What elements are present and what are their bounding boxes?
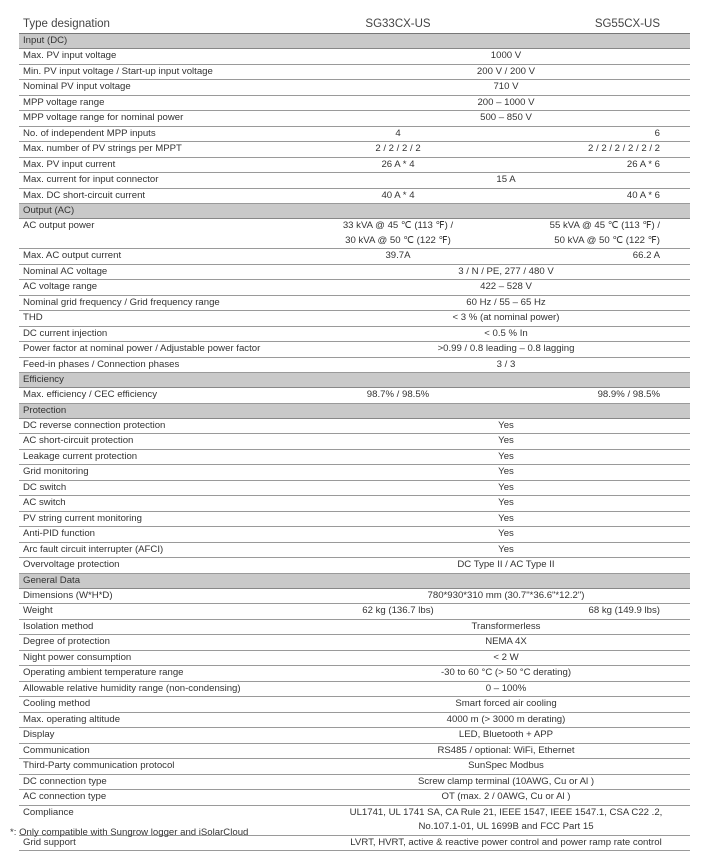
spec-value-line: 40 A * 6 bbox=[626, 189, 660, 201]
spec-value-line: Screw clamp terminal (10AWG, Cu or Al ) bbox=[417, 775, 595, 787]
spec-label: Power factor at nominal power / Adjustable power factor bbox=[19, 342, 322, 358]
spec-row bbox=[19, 388, 690, 404]
spec-row bbox=[19, 95, 690, 111]
spec-value-both-models bbox=[322, 64, 690, 80]
spec-row bbox=[19, 449, 690, 465]
spec-row bbox=[19, 527, 690, 543]
spec-label: Max. PV input voltage bbox=[19, 49, 322, 65]
spec-label: Max. DC short-circuit current bbox=[19, 188, 322, 204]
spec-row bbox=[19, 64, 690, 80]
spec-row bbox=[19, 173, 690, 189]
spec-value-line: 98.9% / 98.5% bbox=[597, 389, 660, 400]
spec-label: DC switch bbox=[19, 480, 322, 496]
spec-label: Dimensions (W*H*D) bbox=[19, 588, 322, 604]
spec-label: Anti-PID function bbox=[19, 527, 322, 543]
spec-value-line: 55 kVA @ 45 ℃ (113 ℉) / bbox=[549, 220, 660, 231]
spec-value-line: 2 / 2 / 2 / 2 bbox=[375, 143, 421, 154]
spec-value-line: 780*930*310 mm (30.7"*36.6"*12.2") bbox=[427, 589, 585, 601]
spec-value-line: 15 A bbox=[496, 174, 516, 185]
model2-header: SG55CX-US bbox=[474, 16, 690, 34]
spec-value-both-models bbox=[322, 173, 690, 189]
spec-value-both-models bbox=[322, 357, 690, 373]
spec-value-line: 39.7A bbox=[385, 250, 411, 261]
spec-row bbox=[19, 712, 690, 728]
spec-label: Max. efficiency / CEC efficiency bbox=[19, 388, 322, 404]
spec-label: Max. PV input current bbox=[19, 157, 322, 173]
spec-value-model1 bbox=[322, 157, 474, 173]
spec-value-model2 bbox=[474, 188, 690, 204]
spec-value-model2 bbox=[474, 604, 690, 620]
spec-value-line: 200 V / 200 V bbox=[476, 65, 536, 77]
spec-value-line: Yes bbox=[498, 528, 514, 539]
spec-value-line: Yes bbox=[498, 512, 514, 524]
spec-label: Compliance bbox=[19, 805, 322, 835]
spec-label: THD bbox=[19, 311, 322, 327]
spec-value-line: OT (max. 2 / 0AWG, Cu or Al ) bbox=[441, 791, 571, 802]
spec-value-model1 bbox=[322, 604, 474, 620]
spec-value-model1 bbox=[322, 388, 474, 404]
spec-label: DC current injection bbox=[19, 326, 322, 342]
spec-value-both-models bbox=[322, 95, 690, 111]
spec-value-line: Smart forced air cooling bbox=[455, 698, 557, 709]
spec-value-line: UL1741, UL 1741 SA, CA Rule 21, IEEE 1547, IEEE 1547.1, CSA C22 .2, bbox=[349, 806, 663, 818]
spec-label: Display bbox=[19, 728, 322, 744]
spec-value-line: Yes bbox=[498, 497, 514, 508]
spec-value-both-models bbox=[322, 805, 690, 835]
spec-row bbox=[19, 666, 690, 682]
spec-value-line: 2 / 2 / 2 / 2 / 2 / 2 bbox=[588, 143, 660, 154]
spec-value-line: Yes bbox=[498, 450, 514, 462]
spec-value-line: -30 to 60 °C (> 50 °C derating) bbox=[440, 667, 572, 678]
spec-value-model1 bbox=[322, 126, 474, 142]
spec-label: Weight bbox=[19, 604, 322, 620]
spec-label: Nominal grid frequency / Grid frequency range bbox=[19, 295, 322, 311]
spec-label: Isolation method bbox=[19, 619, 322, 635]
spec-label: DC connection type bbox=[19, 774, 322, 790]
spec-label: PV string current monitoring bbox=[19, 511, 322, 527]
spec-value-line: 4 bbox=[395, 127, 401, 139]
spec-label: Max. operating altitude bbox=[19, 712, 322, 728]
spec-label: No. of independent MPP inputs bbox=[19, 126, 322, 142]
spec-value-both-models bbox=[322, 759, 690, 775]
spec-value-both-models bbox=[322, 835, 690, 851]
spec-value-model2 bbox=[474, 219, 690, 249]
spec-row bbox=[19, 743, 690, 759]
spec-row bbox=[19, 326, 690, 342]
spec-value-line: 6 bbox=[654, 127, 660, 139]
spec-row bbox=[19, 418, 690, 434]
spec-value-both-models bbox=[322, 511, 690, 527]
spec-value-line: 3 / 3 bbox=[496, 358, 516, 370]
spec-value-line: 62 kg (136.7 lbs) bbox=[362, 605, 434, 616]
spec-value-both-models bbox=[322, 619, 690, 635]
spec-label: MPP voltage range for nominal power bbox=[19, 111, 322, 127]
spec-value-line: Yes bbox=[498, 435, 514, 446]
section-header-row bbox=[19, 34, 690, 49]
spec-label: Third-Party communication protocol bbox=[19, 759, 322, 775]
spec-label: Nominal AC voltage bbox=[19, 264, 322, 280]
spec-value-both-models bbox=[322, 418, 690, 434]
spec-row bbox=[19, 126, 690, 142]
spec-row bbox=[19, 342, 690, 358]
spec-row bbox=[19, 219, 690, 249]
section-title: Input (DC) bbox=[19, 34, 690, 49]
spec-row bbox=[19, 311, 690, 327]
spec-row bbox=[19, 681, 690, 697]
spec-value-line: LED, Bluetooth + APP bbox=[458, 729, 554, 740]
spec-value-line: 710 V bbox=[493, 81, 519, 92]
spec-value-model2 bbox=[474, 388, 690, 404]
section-header-row bbox=[19, 403, 690, 418]
spec-value-line: Yes bbox=[498, 419, 514, 431]
spec-value-both-models bbox=[322, 449, 690, 465]
spec-label: Leakage current protection bbox=[19, 449, 322, 465]
spec-value-line: 4000 m (> 3000 m derating) bbox=[446, 713, 566, 725]
spec-row bbox=[19, 480, 690, 496]
spec-value-model2 bbox=[474, 142, 690, 158]
spec-value-line: 200 – 1000 V bbox=[477, 96, 535, 108]
spec-label: Allowable relative humidity range (non-condensing) bbox=[19, 681, 322, 697]
section-title: Protection bbox=[19, 403, 690, 418]
spec-row bbox=[19, 774, 690, 790]
spec-row bbox=[19, 264, 690, 280]
spec-value-both-models bbox=[322, 712, 690, 728]
spec-label: Nominal PV input voltage bbox=[19, 80, 322, 96]
spec-value-both-models bbox=[322, 480, 690, 496]
spec-value-both-models bbox=[322, 311, 690, 327]
section-title: Efficiency bbox=[19, 373, 690, 388]
spec-row bbox=[19, 604, 690, 620]
spec-value-line: 500 – 850 V bbox=[480, 112, 532, 123]
spec-label: MPP voltage range bbox=[19, 95, 322, 111]
spec-row bbox=[19, 80, 690, 96]
spec-value-both-models bbox=[322, 527, 690, 543]
spec-value-both-models bbox=[322, 650, 690, 666]
section-header-row bbox=[19, 373, 690, 388]
spec-value-both-models bbox=[322, 743, 690, 759]
spec-row bbox=[19, 357, 690, 373]
spec-row bbox=[19, 790, 690, 806]
spec-row bbox=[19, 542, 690, 558]
spec-value-line: Yes bbox=[498, 543, 514, 555]
spec-label: Degree of protection bbox=[19, 635, 322, 651]
spec-value-line: 26 A * 6 bbox=[626, 158, 660, 170]
type-designation-label: Type designation bbox=[19, 16, 322, 34]
spec-value-line: SunSpec Modbus bbox=[468, 760, 544, 771]
spec-value-both-models bbox=[322, 728, 690, 744]
spec-value-model1 bbox=[322, 219, 474, 249]
spec-value-both-models bbox=[322, 465, 690, 481]
spec-value-model2 bbox=[474, 249, 690, 265]
spec-value-both-models bbox=[322, 790, 690, 806]
spec-value-model1 bbox=[322, 142, 474, 158]
spec-row bbox=[19, 511, 690, 527]
spec-value-both-models bbox=[322, 342, 690, 358]
spec-value-both-models bbox=[322, 774, 690, 790]
spec-label: Max. current for input connector bbox=[19, 173, 322, 189]
spec-value-both-models bbox=[322, 542, 690, 558]
spec-label: Min. PV input voltage / Start-up input voltage bbox=[19, 64, 322, 80]
spec-label: Night power consumption bbox=[19, 650, 322, 666]
spec-label: Overvoltage protection bbox=[19, 558, 322, 574]
spec-row bbox=[19, 697, 690, 713]
spec-label: Max. AC output current bbox=[19, 249, 322, 265]
spec-row bbox=[19, 650, 690, 666]
spec-row bbox=[19, 635, 690, 651]
spec-value-line: >0.99 / 0.8 leading – 0.8 lagging bbox=[437, 343, 575, 354]
spec-value-line: 0 – 100% bbox=[485, 682, 527, 694]
spec-row bbox=[19, 249, 690, 265]
spec-value-both-models bbox=[322, 697, 690, 713]
spec-value-both-models bbox=[322, 264, 690, 280]
spec-value-line: 1000 V bbox=[490, 50, 522, 61]
spec-value-line: < 3 % (at nominal power) bbox=[452, 312, 560, 323]
spec-row bbox=[19, 280, 690, 296]
spec-row bbox=[19, 188, 690, 204]
spec-row bbox=[19, 111, 690, 127]
spec-row bbox=[19, 558, 690, 574]
spec-value-line: NEMA 4X bbox=[485, 636, 527, 647]
spec-label: Communication bbox=[19, 743, 322, 759]
spec-value-line: 66.2 A bbox=[632, 250, 660, 261]
spec-value-both-models bbox=[322, 588, 690, 604]
spec-value-line: < 0.5 % In bbox=[484, 327, 528, 339]
spec-value-line: 26 A * 4 bbox=[381, 158, 415, 170]
spec-label: AC voltage range bbox=[19, 280, 322, 296]
spec-value-both-models bbox=[322, 280, 690, 296]
spec-value-line: 98.7% / 98.5% bbox=[366, 389, 430, 400]
datasheet-table-container bbox=[19, 16, 690, 851]
spec-value-line: 3 / N / PE, 277 / 480 V bbox=[458, 265, 554, 277]
spec-label: AC switch bbox=[19, 496, 322, 512]
spec-value-both-models bbox=[322, 496, 690, 512]
spec-value-line: No.107.1-01, UL 1699B and FCC Part 15 bbox=[418, 821, 594, 832]
header-row bbox=[19, 16, 690, 34]
spec-value-line: 50 kVA @ 50 ℃ (122 ℉) bbox=[554, 234, 660, 246]
spec-label: Cooling method bbox=[19, 697, 322, 713]
spec-value-line: < 2 W bbox=[493, 651, 519, 663]
spec-value-both-models bbox=[322, 434, 690, 450]
spec-value-line: Transformerless bbox=[471, 620, 541, 632]
spec-label: AC output power bbox=[19, 219, 322, 249]
spec-label: Max. number of PV strings per MPPT bbox=[19, 142, 322, 158]
spec-value-model1 bbox=[322, 249, 474, 265]
spec-row bbox=[19, 759, 690, 775]
section-header-row bbox=[19, 573, 690, 588]
spec-row bbox=[19, 465, 690, 481]
spec-value-line: Yes bbox=[498, 466, 514, 477]
spec-label: Grid support bbox=[19, 835, 322, 851]
spec-value-both-models bbox=[322, 681, 690, 697]
spec-label: AC short-circuit protection bbox=[19, 434, 322, 450]
spec-row bbox=[19, 295, 690, 311]
spec-value-both-models bbox=[322, 111, 690, 127]
spec-value-line: Yes bbox=[498, 481, 514, 493]
spec-row bbox=[19, 49, 690, 65]
spec-value-line: DC Type II / AC Type II bbox=[457, 559, 555, 570]
spec-label: Grid monitoring bbox=[19, 465, 322, 481]
spec-row bbox=[19, 619, 690, 635]
spec-value-both-models bbox=[322, 326, 690, 342]
spec-value-line: 422 – 528 V bbox=[480, 281, 532, 292]
spec-label: Arc fault circuit interrupter (AFCI) bbox=[19, 542, 322, 558]
spec-label: DC reverse connection protection bbox=[19, 418, 322, 434]
spec-value-line: 60 Hz / 55 – 65 Hz bbox=[466, 296, 546, 308]
spec-value-both-models bbox=[322, 635, 690, 651]
spec-row bbox=[19, 496, 690, 512]
spec-value-model2 bbox=[474, 157, 690, 173]
spec-value-both-models bbox=[322, 558, 690, 574]
spec-row bbox=[19, 728, 690, 744]
spec-label: Operating ambient temperature range bbox=[19, 666, 322, 682]
spec-value-both-models bbox=[322, 80, 690, 96]
spec-value-both-models bbox=[322, 666, 690, 682]
section-header-row bbox=[19, 204, 690, 219]
spec-row bbox=[19, 142, 690, 158]
spec-value-line: RS485 / optional: WiFi, Ethernet bbox=[437, 744, 575, 756]
section-title: General Data bbox=[19, 573, 690, 588]
spec-label: Feed-in phases / Connection phases bbox=[19, 357, 322, 373]
spec-value-line: 33 kVA @ 45 ℃ (113 ℉) / bbox=[342, 220, 454, 231]
spec-label: AC connection type bbox=[19, 790, 322, 806]
spec-value-line: 68 kg (149.9 lbs) bbox=[588, 605, 660, 616]
spec-value-line: 30 kVA @ 50 ℃ (122 ℉) bbox=[345, 234, 451, 246]
spec-row bbox=[19, 588, 690, 604]
spec-value-model2 bbox=[474, 126, 690, 142]
section-title: Output (AC) bbox=[19, 204, 690, 219]
specification-table bbox=[19, 16, 690, 851]
spec-value-model1 bbox=[322, 188, 474, 204]
spec-value-line: 40 A * 4 bbox=[381, 189, 415, 201]
spec-row bbox=[19, 434, 690, 450]
spec-value-line: LVRT, HVRT, active & reactive power control and power ramp rate control bbox=[350, 836, 662, 848]
spec-row bbox=[19, 157, 690, 173]
spec-value-both-models bbox=[322, 295, 690, 311]
spec-value-both-models bbox=[322, 49, 690, 65]
model1-header: SG33CX-US bbox=[322, 16, 474, 34]
footnote: *: Only compatible with Sungrow logger and iSolarCloud bbox=[10, 827, 249, 838]
